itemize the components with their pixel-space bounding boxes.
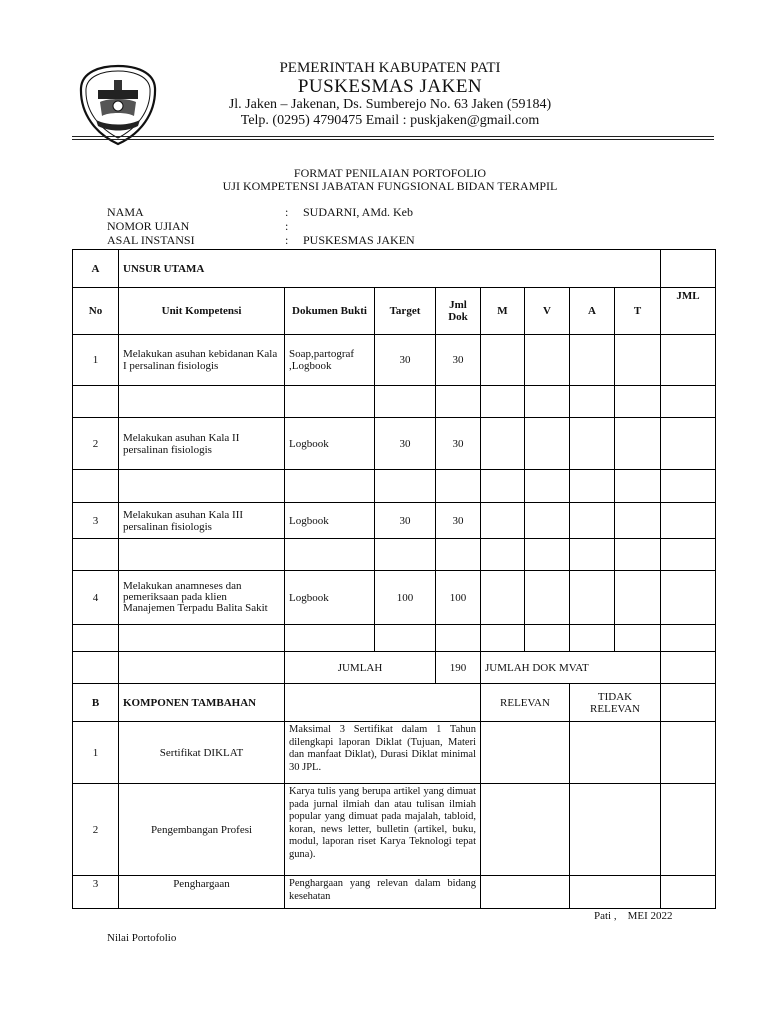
- row-a-cell[interactable]: [570, 335, 615, 386]
- row-t-cell[interactable]: [615, 418, 661, 470]
- row-target: 30: [375, 503, 436, 539]
- relevan-header: RELEVAN: [481, 684, 570, 722]
- row-relevan-cell[interactable]: [481, 784, 570, 876]
- info-colon: :: [285, 205, 289, 219]
- header-address: Jl. Jaken – Jakenan, Ds. Sumberejo No. 63 Jaken (59184): [228, 97, 552, 112]
- col-header-a: A: [570, 288, 615, 335]
- row-jml-dok: 30: [436, 418, 481, 470]
- total-value: 190: [436, 652, 481, 684]
- total-row: [73, 652, 716, 684]
- row-no: 1: [73, 722, 119, 784]
- header-government: PEMERINTAH KABUPATEN PATI: [279, 60, 501, 76]
- row-dokumen-bukti: Logbook: [285, 418, 375, 470]
- col-header-t: T: [615, 288, 661, 335]
- total-jml-cell[interactable]: [661, 652, 716, 684]
- row-no: 3: [73, 876, 119, 909]
- row-v-cell[interactable]: [525, 571, 570, 625]
- table-row-spacer: [73, 539, 716, 571]
- row-jml-cell[interactable]: [661, 503, 716, 539]
- tidak-relevan-header: TIDAK RELEVAN: [570, 684, 661, 722]
- info-value-nama: SUDARNI, AMd. Keb: [303, 205, 414, 219]
- table-row: [73, 503, 716, 539]
- info-label-nomor-ujian: NOMOR UJIAN: [107, 219, 190, 233]
- row-relevan-cell[interactable]: [481, 876, 570, 909]
- row-tidak-relevan-cell[interactable]: [570, 722, 661, 784]
- col-header-jml: JML: [661, 288, 716, 335]
- row-jml-cell[interactable]: [661, 722, 716, 784]
- row-v-cell[interactable]: [525, 335, 570, 386]
- row-dokumen-bukti: Logbook: [285, 503, 375, 539]
- row-no: 2: [73, 784, 119, 876]
- info-label-nama: NAMA: [107, 205, 144, 219]
- table-row: [73, 876, 716, 909]
- row-dokumen-bukti: Logbook: [285, 571, 375, 625]
- section-a-header-row: [73, 250, 716, 288]
- portfolio-assessment-table: [72, 249, 716, 909]
- row-v-cell[interactable]: [525, 503, 570, 539]
- col-header-unit-kompetensi: Unit Kompetensi: [119, 288, 285, 335]
- row-a-cell[interactable]: [570, 571, 615, 625]
- section-a-code: A: [73, 250, 119, 288]
- info-value-asal-instansi: PUSKESMAS JAKEN: [303, 233, 415, 247]
- row-m-cell[interactable]: [481, 503, 525, 539]
- row-jml-dok: 30: [436, 503, 481, 539]
- document-subtitle: UJI KOMPETENSI JABATAN FUNGSIONAL BIDAN TERAMPIL: [222, 179, 558, 193]
- row-unit-kompetensi: Melakukan asuhan kebidanan Kala I persalinan fisiologis: [119, 335, 285, 386]
- row-component-description: Penghargaan yang relevan dalam bidang kesehatan: [285, 876, 481, 909]
- row-component-description: Maksimal 3 Sertifikat dalam 1 Tahun dilengkapi laporan Diklat (Tujuan, Materi dan manfaat Diklat), Durasi Diklat minimal 30 JPL.: [285, 722, 481, 784]
- empty-cell: [661, 684, 716, 722]
- row-m-cell[interactable]: [481, 571, 525, 625]
- row-component-name: Penghargaan: [119, 876, 285, 909]
- row-unit-kompetensi: Melakukan asuhan Kala III persalinan fisiologis: [119, 503, 285, 539]
- row-a-cell[interactable]: [570, 503, 615, 539]
- row-target: 30: [375, 418, 436, 470]
- empty-cell: [661, 250, 716, 288]
- row-no: 2: [73, 418, 119, 470]
- header-contact: Telp. (0295) 4790475 Email : puskjaken@gmail.com: [240, 113, 540, 128]
- row-jml-dok: 30: [436, 335, 481, 386]
- empty-cell: [285, 684, 481, 722]
- col-header-no: No: [73, 288, 119, 335]
- table-row: [73, 571, 716, 625]
- row-jml-cell[interactable]: [661, 418, 716, 470]
- row-component-name: Pengembangan Profesi: [119, 784, 285, 876]
- row-dokumen-bukti: Soap,partograf ,Logbook: [285, 335, 375, 386]
- col-header-v: V: [525, 288, 570, 335]
- row-a-cell[interactable]: [570, 418, 615, 470]
- row-jml-cell[interactable]: [661, 335, 716, 386]
- row-jml-cell[interactable]: [661, 784, 716, 876]
- row-t-cell[interactable]: [615, 503, 661, 539]
- document-title: FORMAT PENILAIAN PORTOFOLIO: [293, 166, 487, 180]
- row-unit-kompetensi: Melakukan asuhan Kala II persalinan fisiologis: [119, 418, 285, 470]
- footer-date: Pati , MEI 2022: [594, 910, 673, 922]
- table-row: [73, 784, 716, 876]
- footer-nilai-portofolio: Nilai Portofolio: [107, 932, 177, 944]
- row-tidak-relevan-cell[interactable]: [570, 784, 661, 876]
- row-t-cell[interactable]: [615, 335, 661, 386]
- col-header-target: Target: [375, 288, 436, 335]
- row-relevan-cell[interactable]: [481, 722, 570, 784]
- section-b-code: B: [73, 684, 119, 722]
- row-unit-kompetensi: Melakukan anamneses dan pemeriksaan pada klien Manajemen Terpadu Balita Sakit: [119, 571, 285, 625]
- info-label-asal-instansi: ASAL INSTANSI: [107, 233, 195, 247]
- info-colon: :: [285, 219, 289, 233]
- table-row-spacer: [73, 625, 716, 652]
- row-t-cell[interactable]: [615, 571, 661, 625]
- table-row: [73, 418, 716, 470]
- row-no: 1: [73, 335, 119, 386]
- header-divider-thick: [72, 136, 714, 137]
- total-label: JUMLAH: [285, 652, 436, 684]
- section-a-title: UNSUR UTAMA: [119, 250, 661, 288]
- row-target: 30: [375, 335, 436, 386]
- row-m-cell[interactable]: [481, 418, 525, 470]
- row-jml-dok: 100: [436, 571, 481, 625]
- total-dok-mvat-label: JUMLAH DOK MVAT: [481, 652, 661, 684]
- row-no: 3: [73, 503, 119, 539]
- row-jml-cell[interactable]: [661, 571, 716, 625]
- kabupaten-pati-emblem-logo: [78, 64, 158, 146]
- header-institution: PUSKESMAS JAKEN: [297, 76, 483, 97]
- col-header-m: M: [481, 288, 525, 335]
- section-b-title: KOMPONEN TAMBAHAN: [119, 684, 285, 722]
- row-component-description: Karya tulis yang berupa artikel yang dimuat pada jurnal ilmiah dan atau tulisan ilmiah popular yang dimuat pada majalah, tabloid, koran, news letter, bulletin (artikel, buku, modul, laporan riset Karya Teknologi tepat guna).: [285, 784, 481, 876]
- table-row-spacer: [73, 470, 716, 503]
- header-divider-thin: [72, 139, 714, 140]
- row-jml-cell[interactable]: [661, 876, 716, 909]
- row-no: 4: [73, 571, 119, 625]
- row-m-cell[interactable]: [481, 335, 525, 386]
- section-b-header-row: [73, 684, 716, 722]
- col-header-jml-dok: Jml Dok: [436, 288, 481, 335]
- col-header-dokumen-bukti: Dokumen Bukti: [285, 288, 375, 335]
- table-row: [73, 722, 716, 784]
- info-colon: :: [285, 233, 289, 247]
- row-target: 100: [375, 571, 436, 625]
- table-row: [73, 335, 716, 386]
- row-component-name: Sertifikat DIKLAT: [119, 722, 285, 784]
- column-header-row: [73, 288, 716, 335]
- table-row-spacer: [73, 386, 716, 418]
- row-tidak-relevan-cell[interactable]: [570, 876, 661, 909]
- row-v-cell[interactable]: [525, 418, 570, 470]
